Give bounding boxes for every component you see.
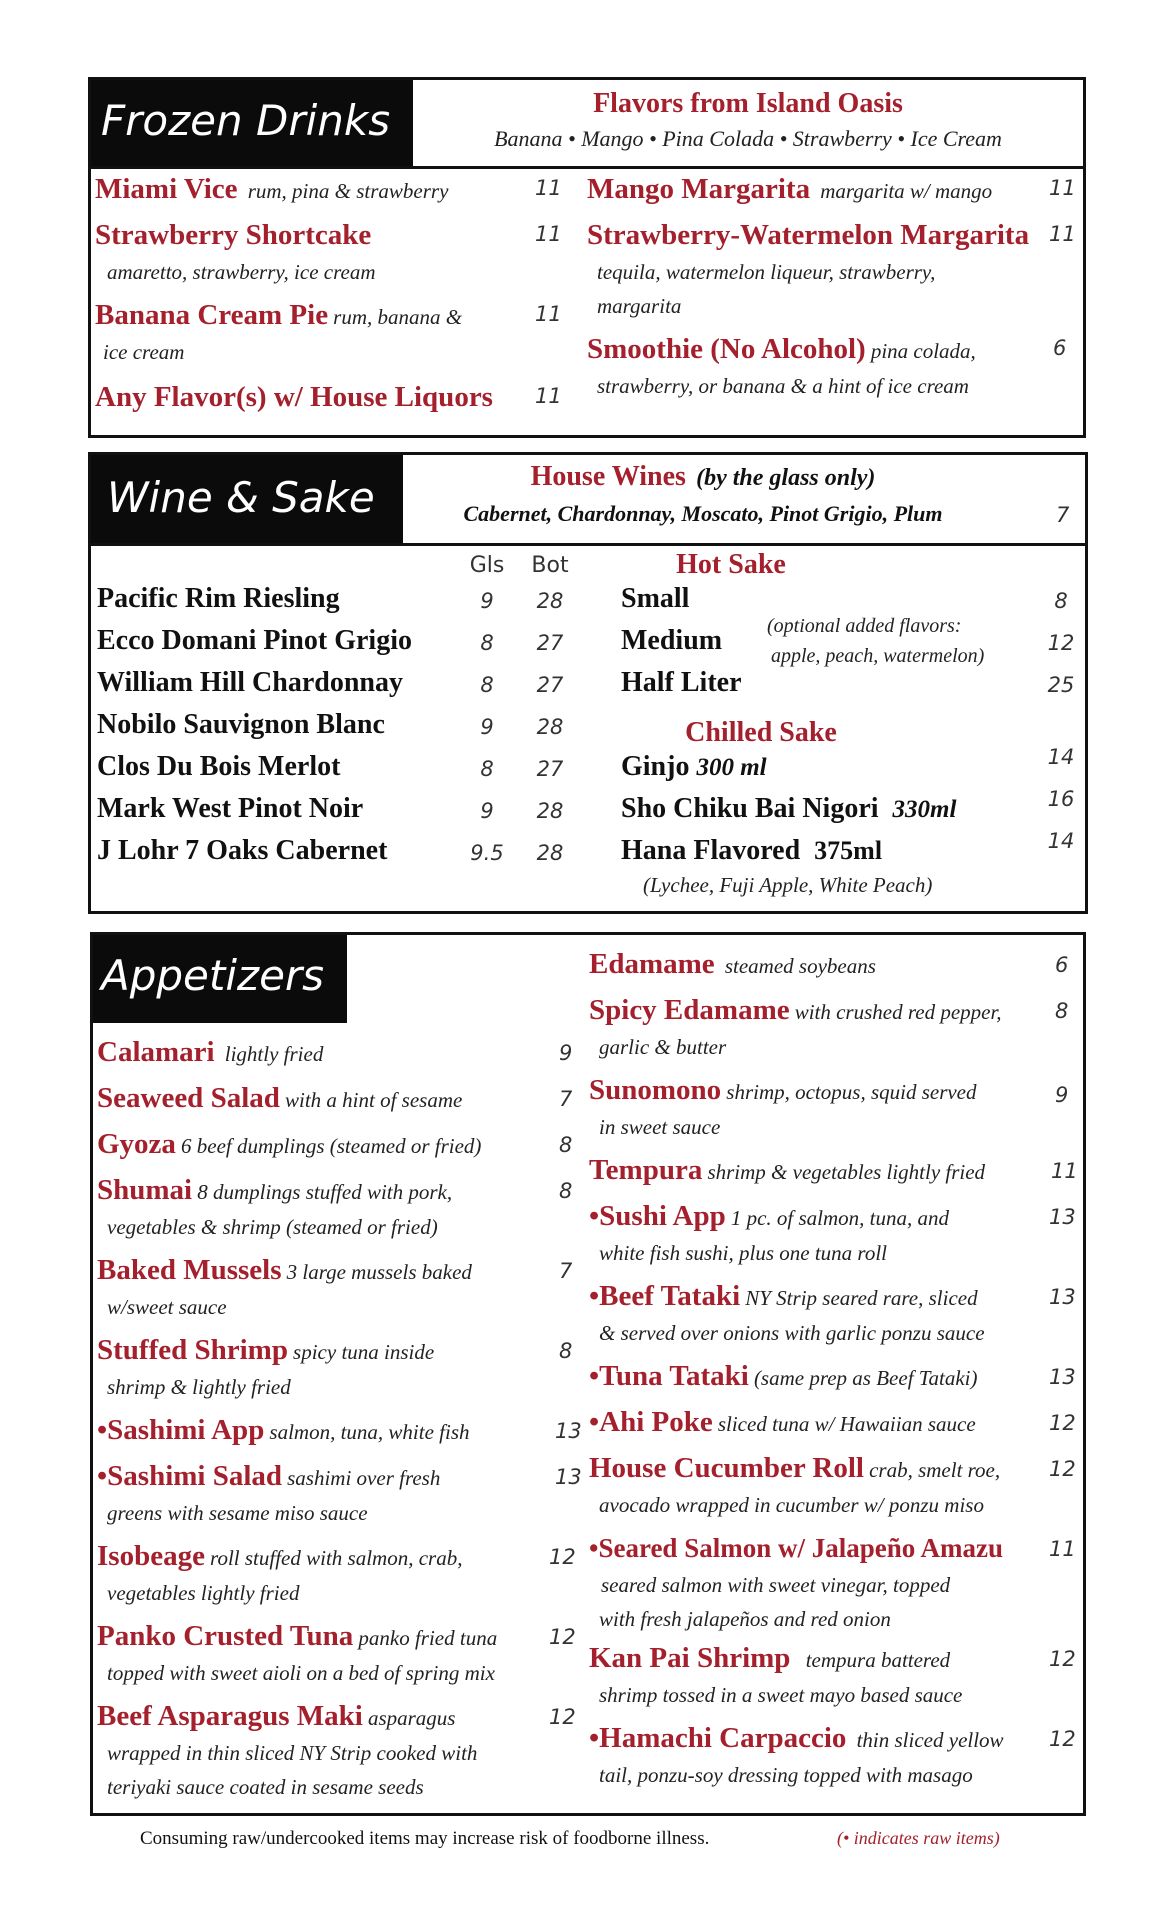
frozen-drinks-banner xyxy=(91,80,413,166)
wine-gls: 8 xyxy=(480,631,494,655)
item-desc: rum, pina & strawberry xyxy=(247,179,449,203)
wine-sake-title: Wine & Sake xyxy=(107,473,375,522)
item-price: 13 xyxy=(1049,1285,1076,1309)
item-price: 11 xyxy=(535,384,562,408)
col-header-gls: Gls xyxy=(469,553,505,578)
item-name: Gyoza xyxy=(97,1128,176,1160)
item-price: 13 xyxy=(1049,1365,1076,1389)
item-desc: garlic & butter xyxy=(599,1035,727,1059)
item-name: Any Flavor(s) w/ House Liquors xyxy=(95,381,493,413)
appetizer-item xyxy=(589,947,1083,985)
wine-name: J Lohr 7 Oaks Cabernet xyxy=(97,835,388,866)
house-wines-title: House Wines xyxy=(530,461,686,492)
item-price: 12 xyxy=(1049,1727,1076,1751)
item-desc: shrimp, octopus, squid served xyxy=(726,1080,977,1104)
menu-item xyxy=(587,332,1083,404)
wine-name: Clos Du Bois Merlot xyxy=(97,751,341,782)
item-desc: white fish sushi, plus one tuna roll xyxy=(599,1241,887,1265)
menu-item xyxy=(95,218,575,290)
wine-bot: 27 xyxy=(536,673,564,697)
item-desc: thin sliced yellow xyxy=(856,1728,1004,1752)
item-name: Strawberry Shortcake xyxy=(95,219,372,251)
item-desc: margarita w/ mango xyxy=(820,179,993,203)
item-name: Stuffed Shrimp xyxy=(97,1334,288,1366)
divider xyxy=(91,166,1083,169)
item-price: 8 xyxy=(559,1133,573,1157)
chilled-sake-price: 16 xyxy=(1047,787,1075,811)
menu-item xyxy=(95,172,575,210)
item-price: 9 xyxy=(1055,1083,1069,1107)
item-price: 8 xyxy=(559,1339,573,1363)
raw-food-warning: Consuming raw/undercooked items may increase risk of foodborne illness. xyxy=(140,1828,710,1849)
col-header-bot: Bot xyxy=(531,553,569,578)
item-name: House Cucumber Roll xyxy=(589,1452,864,1484)
chilled-sake-name: Ginjo xyxy=(621,751,690,782)
wine-name: Pacific Rim Riesling xyxy=(97,583,340,614)
item-desc: sashimi over fresh xyxy=(287,1466,441,1490)
item-name: •Sushi App xyxy=(589,1200,726,1232)
item-desc: 8 dumplings stuffed with pork, xyxy=(197,1180,453,1204)
appetizer-item xyxy=(589,1451,1083,1523)
appetizers-title: Appetizers xyxy=(101,951,325,1000)
item-price: 12 xyxy=(1049,1457,1076,1481)
menu-item xyxy=(95,298,575,370)
chilled-sake-size: 375ml xyxy=(814,836,883,865)
hot-sake-price: 8 xyxy=(1054,589,1068,613)
wine-name: Mark West Pinot Noir xyxy=(97,793,364,824)
item-name: Spicy Edamame xyxy=(589,994,790,1026)
chilled-sake-note: (Lychee, Fuji Apple, White Peach) xyxy=(643,873,933,897)
chilled-sake-price: 14 xyxy=(1047,829,1075,853)
item-name: •Seared Salmon w/ Jalapeño Amazu xyxy=(589,1533,1003,1563)
wine-bot: 28 xyxy=(536,841,564,865)
chilled-sake-size: 330ml xyxy=(892,796,957,823)
item-price: 12 xyxy=(1049,1411,1076,1435)
raw-items-note: (• indicates raw items) xyxy=(837,1828,1000,1848)
appetizer-item xyxy=(97,1173,577,1245)
item-name: •Beef Tataki xyxy=(589,1280,741,1312)
chilled-sake-item xyxy=(621,751,767,783)
appetizer-item xyxy=(589,1531,1083,1637)
house-wine-price: 7 xyxy=(1056,503,1070,527)
item-desc: avocado wrapped in cucumber w/ ponzu miso xyxy=(599,1493,984,1517)
item-desc: NY Strip seared rare, sliced xyxy=(745,1286,978,1310)
item-desc: seared salmon with sweet vinegar, topped xyxy=(601,1573,951,1597)
hot-sake-name: Half Liter xyxy=(621,667,742,698)
menu-item xyxy=(95,380,575,418)
item-price: 13 xyxy=(555,1419,582,1443)
item-desc: steamed soybeans xyxy=(724,954,876,978)
item-desc: ice cream xyxy=(103,340,185,364)
appetizer-item xyxy=(97,1699,577,1805)
item-desc: panko fried tuna xyxy=(358,1626,498,1650)
menu-item xyxy=(587,172,1083,210)
wine-sake-banner xyxy=(91,455,403,543)
wine-sake-section xyxy=(88,452,1088,914)
wine-gls: 8 xyxy=(480,757,494,781)
item-name: Calamari xyxy=(97,1036,215,1068)
item-price: 11 xyxy=(1049,222,1076,246)
item-desc: strawberry, or banana & a hint of ice cream xyxy=(597,374,969,398)
item-desc: in sweet sauce xyxy=(599,1115,721,1139)
wine-gls: 9.5 xyxy=(470,841,504,865)
item-price: 11 xyxy=(1051,1159,1078,1183)
item-desc: roll stuffed with salmon, crab, xyxy=(210,1546,463,1570)
flavors-title: Flavors from Island Oasis xyxy=(593,88,903,119)
chilled-sake-title: Chilled Sake xyxy=(685,717,837,748)
item-desc: & served over onions with garlic ponzu sauce xyxy=(599,1321,985,1345)
item-name: Strawberry-Watermelon Margarita xyxy=(587,219,1030,251)
item-desc: with fresh jalapeños and red onion xyxy=(599,1607,891,1631)
wine-bot: 27 xyxy=(536,757,564,781)
appetizer-item xyxy=(97,1081,577,1119)
wine-gls: 9 xyxy=(480,799,494,823)
wine-bot: 28 xyxy=(536,715,564,739)
appetizers-section xyxy=(90,932,1086,1816)
appetizer-item xyxy=(589,1153,1083,1191)
item-desc: tail, ponzu-soy dressing topped with masago xyxy=(599,1763,973,1787)
hot-sake-note: apple, peach, watermelon) xyxy=(771,645,985,667)
wine-name: William Hill Chardonnay xyxy=(97,667,403,698)
item-desc: asparagus xyxy=(367,1706,456,1730)
appetizer-item xyxy=(589,1359,1083,1397)
item-desc: rum, banana & xyxy=(333,305,463,329)
item-desc: vegetables & shrimp (steamed or fried) xyxy=(107,1215,438,1239)
hot-sake-price: 12 xyxy=(1047,631,1075,655)
item-price: 11 xyxy=(535,222,562,246)
item-name: Beef Asparagus Maki xyxy=(97,1700,363,1732)
item-desc: teriyaki sauce coated in sesame seeds xyxy=(107,1775,424,1799)
item-price: 8 xyxy=(1055,999,1069,1023)
appetizer-item xyxy=(97,1459,582,1531)
item-name: Isobeage xyxy=(97,1540,205,1572)
item-desc: tequila, watermelon liqueur, strawberry, xyxy=(597,260,936,284)
appetizer-item xyxy=(589,1279,1083,1351)
appetizer-item xyxy=(589,993,1083,1065)
wine-gls: 8 xyxy=(480,673,494,697)
item-price: 8 xyxy=(559,1179,573,1203)
hot-sake-name: Medium xyxy=(621,625,723,656)
item-price: 11 xyxy=(535,176,562,200)
item-price: 12 xyxy=(549,1545,576,1569)
item-name: •Sashimi Salad xyxy=(97,1460,283,1492)
divider xyxy=(91,543,1085,546)
item-desc: topped with sweet aioli on a bed of spring mix xyxy=(107,1661,495,1685)
appetizer-item xyxy=(97,1539,577,1611)
item-desc: vegetables lightly fried xyxy=(107,1581,300,1605)
item-desc: pina colada, xyxy=(870,339,976,363)
item-price: 11 xyxy=(535,302,562,326)
item-desc: wrapped in thin sliced NY Strip cooked with xyxy=(107,1741,478,1765)
item-desc: with a hint of sesame xyxy=(284,1088,463,1112)
chilled-sake-size: 300 ml xyxy=(696,754,767,781)
hot-sake-note: (optional added flavors: xyxy=(767,615,962,637)
appetizers-banner xyxy=(93,935,347,1023)
item-price: 7 xyxy=(559,1259,573,1283)
item-desc: w/sweet sauce xyxy=(107,1295,227,1319)
item-price: 6 xyxy=(1055,953,1069,977)
item-name: Edamame xyxy=(589,948,715,980)
item-price: 12 xyxy=(1049,1647,1076,1671)
item-name: Smoothie (No Alcohol) xyxy=(587,333,866,365)
appetizer-item xyxy=(97,1619,577,1691)
item-name: Baked Mussels xyxy=(97,1254,282,1286)
item-desc: crab, smelt roe, xyxy=(869,1458,1001,1482)
item-desc: 1 pc. of salmon, tuna, and xyxy=(730,1206,949,1230)
frozen-drinks-title: Frozen Drinks xyxy=(101,96,391,145)
item-desc: shrimp & vegetables lightly fried xyxy=(707,1160,986,1184)
chilled-sake-name: Sho Chiku Bai Nigori xyxy=(621,793,879,824)
wine-bot: 28 xyxy=(536,799,564,823)
item-name: Seaweed Salad xyxy=(97,1082,280,1114)
house-wines-note: (by the glass only) xyxy=(696,465,876,491)
wine-bot: 27 xyxy=(536,631,564,655)
item-name: Mango Margarita xyxy=(587,173,811,205)
item-name: Miami Vice xyxy=(95,173,238,205)
item-name: Shumai xyxy=(97,1174,193,1206)
item-price: 12 xyxy=(549,1705,576,1729)
item-desc: lightly fried xyxy=(224,1042,324,1066)
wine-gls: 9 xyxy=(480,589,494,613)
appetizer-item xyxy=(589,1405,1083,1443)
house-wines-list: Cabernet, Chardonnay, Moscato, Pinot Grigio, Plum xyxy=(463,501,943,526)
appetizer-item xyxy=(589,1073,1083,1145)
chilled-sake-item xyxy=(621,835,882,867)
item-price: 11 xyxy=(1049,176,1076,200)
item-desc: greens with sesame miso sauce xyxy=(107,1501,368,1525)
flavors-list: Banana • Mango • Pina Colada • Strawberry • Ice Cream xyxy=(494,126,1002,151)
wine-gls: 9 xyxy=(480,715,494,739)
item-desc: 6 beef dumplings (steamed or fried) xyxy=(181,1134,482,1158)
item-price: 6 xyxy=(1053,336,1067,360)
item-desc: (same prep as Beef Tataki) xyxy=(753,1366,978,1390)
appetizer-item xyxy=(97,1413,582,1451)
item-desc: margarita xyxy=(597,294,682,318)
hot-sake-name: Small xyxy=(621,583,690,614)
appetizer-item xyxy=(97,1127,577,1165)
item-desc: shrimp tossed in a sweet mayo based sauce xyxy=(599,1683,963,1707)
item-name: Tempura xyxy=(589,1154,703,1186)
appetizer-item xyxy=(97,1035,577,1073)
chilled-sake-price: 14 xyxy=(1047,745,1075,769)
item-price: 11 xyxy=(1049,1537,1076,1561)
item-price: 13 xyxy=(555,1465,582,1489)
item-price: 12 xyxy=(549,1625,576,1649)
item-name: Panko Crusted Tuna xyxy=(97,1620,354,1652)
wine-name: Ecco Domani Pinot Grigio xyxy=(97,625,412,656)
appetizer-item xyxy=(97,1333,577,1405)
appetizer-item xyxy=(97,1253,577,1325)
chilled-sake-name: Hana Flavored xyxy=(621,835,801,866)
item-name: Banana Cream Pie xyxy=(95,299,329,331)
menu-item xyxy=(587,218,1083,324)
item-price: 13 xyxy=(1049,1205,1076,1229)
wine-bot: 28 xyxy=(536,589,564,613)
hot-sake-price: 25 xyxy=(1047,673,1075,697)
appetizer-item xyxy=(589,1199,1083,1271)
item-desc: salmon, tuna, white fish xyxy=(269,1420,470,1444)
frozen-drinks-section xyxy=(88,77,1086,438)
item-name: •Ahi Poke xyxy=(589,1406,713,1438)
appetizer-item xyxy=(589,1641,1083,1713)
item-desc: spicy tuna inside xyxy=(293,1340,435,1364)
item-name: •Hamachi Carpaccio xyxy=(589,1722,847,1754)
item-price: 9 xyxy=(559,1041,573,1065)
item-desc: amaretto, strawberry, ice cream xyxy=(107,260,376,284)
item-name: •Sashimi App xyxy=(97,1414,265,1446)
item-desc: tempura battered xyxy=(805,1648,951,1672)
appetizer-item xyxy=(589,1721,1083,1793)
item-name: Kan Pai Shrimp xyxy=(589,1642,791,1674)
item-name: •Tuna Tataki xyxy=(589,1360,749,1392)
footer xyxy=(140,1828,1040,1850)
item-price: 7 xyxy=(559,1087,573,1111)
item-name: Sunomono xyxy=(589,1074,722,1106)
item-desc: shrimp & lightly fried xyxy=(107,1375,291,1399)
chilled-sake-item xyxy=(621,793,956,825)
item-desc: sliced tuna w/ Hawaiian sauce xyxy=(717,1412,976,1436)
item-desc: 3 large mussels baked xyxy=(286,1260,472,1284)
hot-sake-title: Hot Sake xyxy=(676,549,786,580)
item-desc: with crushed red pepper, xyxy=(794,1000,1002,1024)
wine-name: Nobilo Sauvignon Blanc xyxy=(97,709,385,740)
